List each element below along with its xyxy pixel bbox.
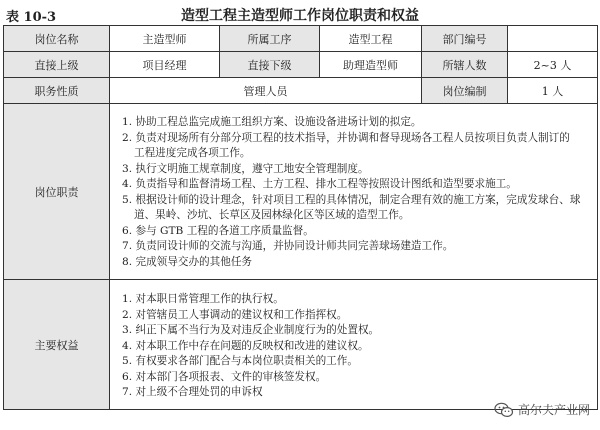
rights-list bbox=[110, 280, 598, 410]
wechat-icon bbox=[494, 402, 514, 418]
cell-superior: 项目经理 bbox=[110, 52, 220, 78]
duty-item: 4. 负责指导和监督清场工程、土方工程、排水工程等按照设计图纸和造型要求施工。 bbox=[122, 178, 517, 190]
duty-item: 8. 完成领导交办的其他任务 bbox=[122, 255, 253, 268]
duty-item: 道、果岭、沙坑、长草区及园林绿化区等区域的造型工作。 bbox=[134, 209, 410, 221]
duty-item: 7. 负责同设计师的交流与沟通，并协同设计师共同完善球场建造工作。 bbox=[122, 240, 454, 252]
job-responsibility-table bbox=[3, 25, 598, 410]
right-item: 7. 对上级不合理处罚的申诉权 bbox=[122, 386, 263, 399]
duties-list bbox=[110, 104, 598, 280]
watermark-text: 高尔夫产业网 bbox=[517, 403, 590, 417]
right-item: 2. 对管辖员工人事调动的建议权和工作指挥权。 bbox=[122, 308, 348, 321]
watermark bbox=[494, 401, 590, 418]
duty-item: 工程进度完成各项工作。 bbox=[134, 147, 251, 159]
table-row bbox=[4, 78, 598, 104]
table-row bbox=[4, 104, 598, 280]
cell-label-duties: 岗位职责 bbox=[4, 104, 110, 280]
right-item: 3. 纠正下属不当行为及对违反企业制度行为的处置权。 bbox=[122, 324, 380, 337]
cell-label-job-nature: 职务性质 bbox=[4, 78, 110, 104]
cell-process: 造型工程 bbox=[320, 26, 422, 52]
cell-label-subordinate: 直接下级 bbox=[220, 52, 320, 78]
right-item: 4. 对本职工作中存在问题的反映权和改进的建议权。 bbox=[122, 339, 369, 352]
cell-subordinate: 助理造型师 bbox=[320, 52, 422, 78]
cell-label-rights: 主要权益 bbox=[4, 280, 110, 410]
cell-position-name: 主造型师 bbox=[110, 26, 220, 52]
duty-item: 6. 参与 GTB 工程的各道工序质量监督。 bbox=[122, 224, 314, 237]
duty-item: 5. 根据设计师的设计理念，针对项目工程的具体情况，制定合理有效的施工方案，完成发球台、球 bbox=[122, 193, 581, 206]
cell-label-dept-number: 部门编号 bbox=[422, 26, 508, 52]
cell-label-position-name: 岗位名称 bbox=[4, 26, 110, 52]
cell-label-headcount: 所辖人数 bbox=[422, 52, 508, 78]
right-item: 5. 有权要求各部门配合与本岗位职责相关的工作。 bbox=[122, 355, 358, 368]
cell-label-staffing: 岗位编制 bbox=[422, 78, 508, 104]
table-row bbox=[4, 26, 598, 52]
right-item: 6. 对本部门各项报表、文件的审核签发权。 bbox=[122, 370, 327, 383]
cell-headcount: 2~3 人 bbox=[508, 52, 598, 78]
table-row bbox=[4, 280, 598, 410]
cell-label-superior: 直接上级 bbox=[4, 52, 110, 78]
cell-staffing: 1 人 bbox=[508, 78, 598, 104]
cell-label-process: 所属工序 bbox=[220, 26, 320, 52]
table-row bbox=[4, 52, 598, 78]
table-number: 表 10-3 bbox=[6, 10, 57, 25]
cell-dept-number bbox=[508, 26, 598, 52]
duty-item: 3. 执行文明施工规章制度，遵守工地安全管理制度。 bbox=[122, 162, 369, 175]
page-title: 造型工程主造型师工作岗位职责和权益 bbox=[181, 8, 419, 24]
right-item: 1. 对本职日常管理工作的执行权。 bbox=[122, 293, 284, 306]
duty-item: 1. 协助工程总监完成施工组织方案、设施设备进场计划的拟定。 bbox=[122, 116, 422, 128]
duty-item: 2. 负责对现场所有分部分项工程的技术指导，并协调和督导现场各工程人员按项目负责人制订的 bbox=[122, 131, 570, 144]
cell-job-nature: 管理人员 bbox=[110, 78, 422, 104]
